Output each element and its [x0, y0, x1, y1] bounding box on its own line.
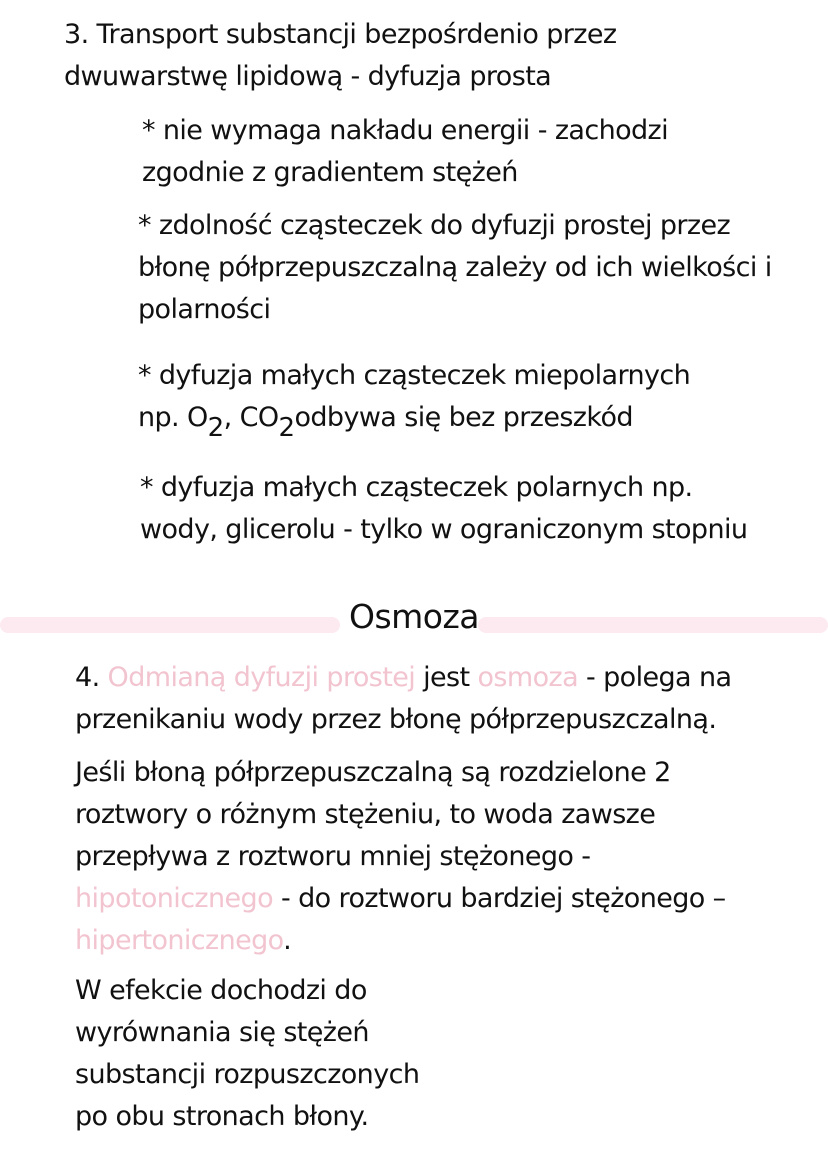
text: np. O	[138, 402, 208, 433]
section-3-title-line2: dwuwarstwę lipidową - dyfuzja prosta	[64, 61, 552, 92]
text: jest	[415, 662, 478, 693]
text: .	[283, 925, 292, 956]
para2-line5	[75, 920, 291, 962]
highlight-term: Odmianą dyfuzji prostej	[107, 662, 416, 693]
text: odbywa się bez przeszkód	[294, 402, 633, 433]
bullet-2-line1: * zdolność cząsteczek do dyfuzji prostej przez	[138, 210, 731, 241]
text: 4.	[75, 662, 108, 693]
para2-line3: przepływa z roztworu mniej stężonego -	[75, 841, 591, 872]
highlight-term: osmoza	[477, 662, 579, 693]
para3-line2: wyrównania się stężeń	[75, 1017, 369, 1048]
bullet-3-line2	[138, 397, 633, 443]
para3-line1: W efekcie dochodzi do	[75, 975, 367, 1006]
bullet-4-line2: wody, glicerolu - tylko w ograniczonym stopniu	[140, 514, 748, 545]
bullet-4-line1: * dyfuzja małych cząsteczek polarnych np.	[140, 472, 693, 503]
para2-line1: Jeśli błoną półprzepuszczalną są rozdzielone 2	[75, 757, 671, 788]
highlight-term: hipertonicznego	[75, 925, 284, 956]
para3-line3: substancji rozpuszczonych	[75, 1059, 420, 1090]
text: - do roztworu bardziej stężonego –	[273, 883, 726, 914]
bullet-2-line3: polarności	[138, 294, 271, 325]
section-4-line1	[75, 657, 731, 699]
highlight-term: hipotonicznego	[75, 883, 273, 914]
bullet-3-line1: * dyfuzja małych cząsteczek miepolarnych	[138, 360, 691, 391]
section-heading: Osmoza	[348, 597, 480, 636]
bullet-1-line2: zgodnie z gradientem stężeń	[142, 157, 518, 188]
text: , CO	[223, 402, 279, 433]
text: - polega na	[578, 662, 732, 693]
subscript: 2	[278, 413, 295, 443]
para3-line4: po obu stronach błony.	[75, 1101, 369, 1132]
bullet-1-line1: * nie wymaga nakładu energii - zachodzi	[142, 115, 669, 146]
para2-line2: roztwory o różnym stężeniu, to woda zawsze	[75, 799, 656, 830]
bullet-2-line2: błonę półprzepuszczalną zależy od ich wielkości i	[138, 252, 772, 283]
section-3-title-line1: 3. Transport substancji bezpośrdenio przez	[64, 19, 617, 50]
para2-line4	[75, 878, 726, 920]
subscript: 2	[207, 413, 224, 443]
section-4-line2: przenikaniu wody przez błonę półprzepuszczalną.	[75, 704, 717, 735]
